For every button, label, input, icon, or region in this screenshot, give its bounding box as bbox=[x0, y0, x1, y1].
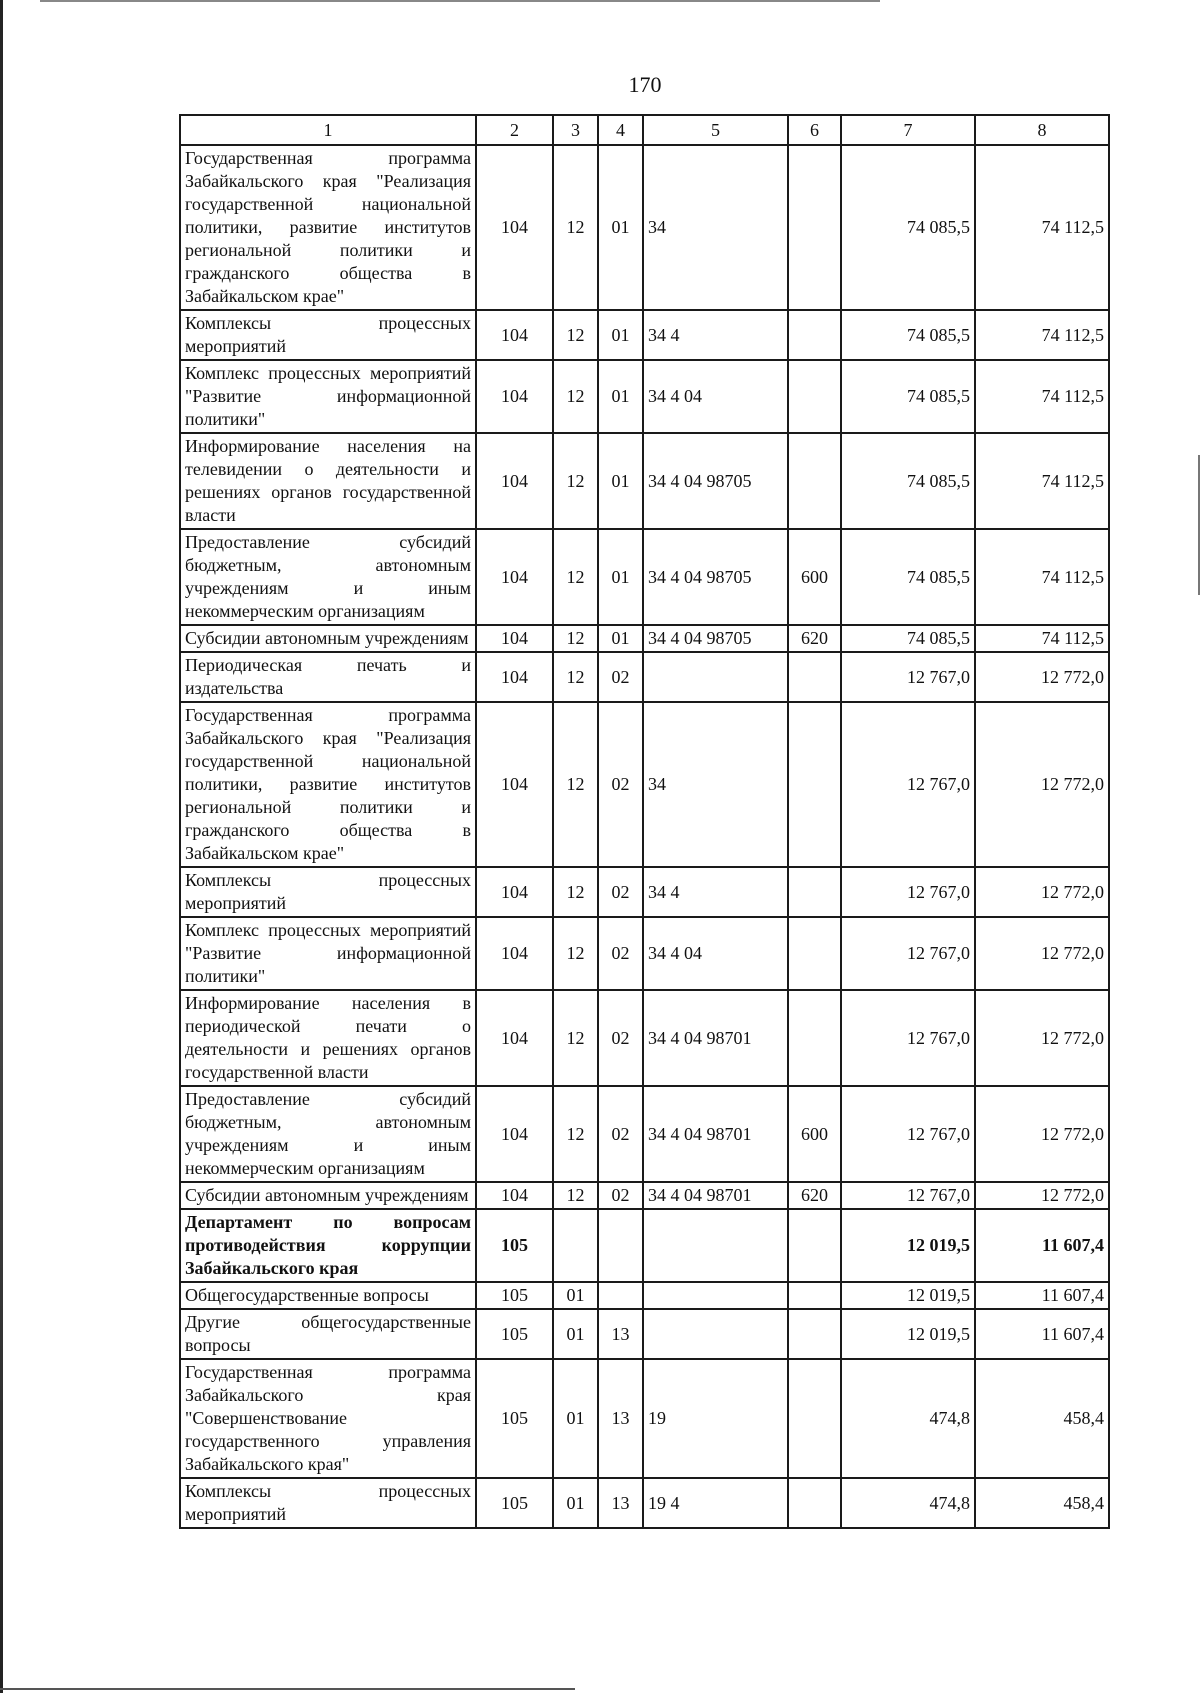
row-subsection-cell bbox=[598, 1209, 643, 1282]
row-target-article-cell: 19 bbox=[643, 1359, 788, 1478]
scan-border-top bbox=[40, 0, 880, 2]
table-row bbox=[180, 145, 1109, 310]
row-expense-type-cell bbox=[788, 1309, 841, 1359]
row-amount-1-cell: 12 767,0 bbox=[841, 702, 975, 867]
row-section-cell bbox=[553, 1209, 598, 1282]
row-subsection-cell: 02 bbox=[598, 990, 643, 1086]
row-subsection-cell: 01 bbox=[598, 625, 643, 652]
row-target-article-cell bbox=[643, 1209, 788, 1282]
row-amount-1-cell: 12 767,0 bbox=[841, 917, 975, 990]
row-code-cell: 104 bbox=[476, 867, 553, 917]
row-amount-2-cell: 12 772,0 bbox=[975, 917, 1109, 990]
row-name-cell: Предоставление субсидий бюджетным, автономным учреждениям и иным некоммерческим организациям bbox=[180, 1086, 476, 1182]
table-row bbox=[180, 990, 1109, 1086]
row-expense-type-cell bbox=[788, 867, 841, 917]
row-amount-2-cell: 11 607,4 bbox=[975, 1309, 1109, 1359]
row-amount-2-cell: 74 112,5 bbox=[975, 310, 1109, 360]
row-amount-2-cell: 458,4 bbox=[975, 1359, 1109, 1478]
row-name-cell: Общегосударственные вопросы bbox=[180, 1282, 476, 1309]
row-target-article-cell: 34 4 04 98705 bbox=[643, 433, 788, 529]
scan-border-bottom bbox=[0, 1688, 575, 1690]
row-target-article-cell: 34 bbox=[643, 702, 788, 867]
table-row bbox=[180, 310, 1109, 360]
row-amount-1-cell: 74 085,5 bbox=[841, 145, 975, 310]
row-target-article-cell: 34 4 04 98701 bbox=[643, 1086, 788, 1182]
row-target-article-cell: 19 4 bbox=[643, 1478, 788, 1528]
header-cell: 7 bbox=[841, 115, 975, 145]
table-row bbox=[180, 702, 1109, 867]
row-amount-2-cell: 12 772,0 bbox=[975, 990, 1109, 1086]
table-row bbox=[180, 433, 1109, 529]
row-amount-2-cell: 12 772,0 bbox=[975, 702, 1109, 867]
budget-table bbox=[179, 114, 1110, 1529]
row-name-cell: Комплекс процессных мероприятий "Развитие информационной политики" bbox=[180, 360, 476, 433]
row-subsection-cell: 02 bbox=[598, 652, 643, 702]
table-row bbox=[180, 1182, 1109, 1209]
row-amount-1-cell: 474,8 bbox=[841, 1359, 975, 1478]
row-amount-1-cell: 474,8 bbox=[841, 1478, 975, 1528]
row-section-cell: 12 bbox=[553, 652, 598, 702]
row-amount-1-cell: 74 085,5 bbox=[841, 433, 975, 529]
row-amount-2-cell: 12 772,0 bbox=[975, 867, 1109, 917]
row-amount-1-cell: 12 767,0 bbox=[841, 867, 975, 917]
header-cell: 2 bbox=[476, 115, 553, 145]
row-section-cell: 12 bbox=[553, 360, 598, 433]
row-subsection-cell: 13 bbox=[598, 1478, 643, 1528]
row-expense-type-cell bbox=[788, 1282, 841, 1309]
row-expense-type-cell bbox=[788, 1359, 841, 1478]
row-code-cell: 104 bbox=[476, 310, 553, 360]
row-name-cell: Комплексы процессных мероприятий bbox=[180, 867, 476, 917]
row-section-cell: 12 bbox=[553, 529, 598, 625]
row-expense-type-cell bbox=[788, 145, 841, 310]
row-name-cell: Предоставление субсидий бюджетным, автономным учреждениям и иным некоммерческим организациям bbox=[180, 529, 476, 625]
header-cell: 6 bbox=[788, 115, 841, 145]
row-amount-1-cell: 12 019,5 bbox=[841, 1282, 975, 1309]
row-subsection-cell: 02 bbox=[598, 1086, 643, 1182]
row-amount-2-cell: 11 607,4 bbox=[975, 1209, 1109, 1282]
row-name-cell: Департамент по вопросам противодействия коррупции Забайкальского края bbox=[180, 1209, 476, 1282]
table-row bbox=[180, 867, 1109, 917]
row-subsection-cell: 01 bbox=[598, 360, 643, 433]
row-target-article-cell: 34 4 04 98705 bbox=[643, 625, 788, 652]
row-subsection-cell: 13 bbox=[598, 1309, 643, 1359]
row-section-cell: 12 bbox=[553, 625, 598, 652]
row-expense-type-cell bbox=[788, 652, 841, 702]
table-row bbox=[180, 1282, 1109, 1309]
row-expense-type-cell: 620 bbox=[788, 1182, 841, 1209]
table-header-row bbox=[180, 115, 1109, 145]
row-amount-2-cell: 74 112,5 bbox=[975, 145, 1109, 310]
row-subsection-cell: 13 bbox=[598, 1359, 643, 1478]
row-target-article-cell: 34 4 04 98705 bbox=[643, 529, 788, 625]
table-row bbox=[180, 1209, 1109, 1282]
row-code-cell: 105 bbox=[476, 1359, 553, 1478]
row-code-cell: 104 bbox=[476, 990, 553, 1086]
row-subsection-cell: 02 bbox=[598, 702, 643, 867]
row-amount-2-cell: 12 772,0 bbox=[975, 1086, 1109, 1182]
row-amount-1-cell: 12 767,0 bbox=[841, 652, 975, 702]
row-name-cell: Информирование населения на телевидении о деятельности и решениях органов государственной власти bbox=[180, 433, 476, 529]
row-expense-type-cell bbox=[788, 310, 841, 360]
table-row bbox=[180, 1478, 1109, 1528]
row-name-cell: Другие общегосударственные вопросы bbox=[180, 1309, 476, 1359]
row-expense-type-cell bbox=[788, 1478, 841, 1528]
row-target-article-cell: 34 bbox=[643, 145, 788, 310]
row-target-article-cell: 34 4 04 98701 bbox=[643, 990, 788, 1086]
row-name-cell: Комплекс процессных мероприятий "Развитие информационной политики" bbox=[180, 917, 476, 990]
row-amount-2-cell: 458,4 bbox=[975, 1478, 1109, 1528]
row-code-cell: 105 bbox=[476, 1309, 553, 1359]
row-amount-1-cell: 12 019,5 bbox=[841, 1309, 975, 1359]
header-cell: 5 bbox=[643, 115, 788, 145]
row-code-cell: 104 bbox=[476, 145, 553, 310]
header-cell: 3 bbox=[553, 115, 598, 145]
header-cell: 8 bbox=[975, 115, 1109, 145]
row-amount-1-cell: 74 085,5 bbox=[841, 625, 975, 652]
row-section-cell: 01 bbox=[553, 1359, 598, 1478]
row-target-article-cell: 34 4 bbox=[643, 867, 788, 917]
row-code-cell: 105 bbox=[476, 1282, 553, 1309]
row-name-cell: Субсидии автономным учреждениям bbox=[180, 1182, 476, 1209]
row-amount-2-cell: 11 607,4 bbox=[975, 1282, 1109, 1309]
row-target-article-cell: 34 4 04 bbox=[643, 917, 788, 990]
row-target-article-cell: 34 4 bbox=[643, 310, 788, 360]
row-subsection-cell: 01 bbox=[598, 310, 643, 360]
row-name-cell: Государственная программа Забайкальского края "Реализация государственной национальной политики, развитие институтов региональной политики и гражданского общества в Забайкальском крае" bbox=[180, 702, 476, 867]
row-section-cell: 12 bbox=[553, 145, 598, 310]
table-row bbox=[180, 917, 1109, 990]
row-section-cell: 12 bbox=[553, 990, 598, 1086]
row-expense-type-cell: 600 bbox=[788, 1086, 841, 1182]
row-expense-type-cell bbox=[788, 702, 841, 867]
row-subsection-cell: 01 bbox=[598, 433, 643, 529]
row-expense-type-cell: 620 bbox=[788, 625, 841, 652]
table-row bbox=[180, 360, 1109, 433]
row-code-cell: 105 bbox=[476, 1478, 553, 1528]
row-target-article-cell: 34 4 04 bbox=[643, 360, 788, 433]
row-code-cell: 104 bbox=[476, 917, 553, 990]
table-row bbox=[180, 529, 1109, 625]
row-code-cell: 105 bbox=[476, 1209, 553, 1282]
row-code-cell: 104 bbox=[476, 625, 553, 652]
row-subsection-cell: 01 bbox=[598, 145, 643, 310]
row-code-cell: 104 bbox=[476, 702, 553, 867]
row-amount-2-cell: 74 112,5 bbox=[975, 433, 1109, 529]
row-target-article-cell bbox=[643, 1282, 788, 1309]
row-section-cell: 01 bbox=[553, 1309, 598, 1359]
row-name-cell: Государственная программа Забайкальского края "Реализация государственной национальной политики, развитие институтов региональной политики и гражданского общества в Забайкальском крае" bbox=[180, 145, 476, 310]
row-name-cell: Комплексы процессных мероприятий bbox=[180, 1478, 476, 1528]
row-subsection-cell: 02 bbox=[598, 867, 643, 917]
row-code-cell: 104 bbox=[476, 1086, 553, 1182]
table-row bbox=[180, 1309, 1109, 1359]
row-amount-1-cell: 12 767,0 bbox=[841, 1086, 975, 1182]
table-row bbox=[180, 652, 1109, 702]
row-code-cell: 104 bbox=[476, 1182, 553, 1209]
row-amount-2-cell: 74 112,5 bbox=[975, 360, 1109, 433]
row-amount-2-cell: 12 772,0 bbox=[975, 1182, 1109, 1209]
row-target-article-cell: 34 4 04 98701 bbox=[643, 1182, 788, 1209]
row-subsection-cell: 02 bbox=[598, 917, 643, 990]
row-code-cell: 104 bbox=[476, 433, 553, 529]
row-amount-2-cell: 74 112,5 bbox=[975, 625, 1109, 652]
row-target-article-cell bbox=[643, 1309, 788, 1359]
row-name-cell: Информирование населения в периодической печати о деятельности и решениях органов государственной власти bbox=[180, 990, 476, 1086]
row-code-cell: 104 bbox=[476, 652, 553, 702]
row-amount-1-cell: 12 767,0 bbox=[841, 1182, 975, 1209]
row-expense-type-cell: 600 bbox=[788, 529, 841, 625]
row-expense-type-cell bbox=[788, 990, 841, 1086]
row-expense-type-cell bbox=[788, 360, 841, 433]
row-expense-type-cell bbox=[788, 1209, 841, 1282]
row-amount-2-cell: 12 772,0 bbox=[975, 652, 1109, 702]
row-section-cell: 12 bbox=[553, 433, 598, 529]
row-amount-1-cell: 74 085,5 bbox=[841, 310, 975, 360]
row-amount-1-cell: 12 767,0 bbox=[841, 990, 975, 1086]
row-target-article-cell bbox=[643, 652, 788, 702]
page-number: 170 bbox=[628, 72, 662, 97]
row-amount-1-cell: 74 085,5 bbox=[841, 360, 975, 433]
row-section-cell: 12 bbox=[553, 1182, 598, 1209]
row-name-cell: Государственная программа Забайкальского края "Совершенствование государственного управления Забайкальского края" bbox=[180, 1359, 476, 1478]
row-code-cell: 104 bbox=[476, 360, 553, 433]
scan-border-left bbox=[0, 0, 3, 1693]
row-section-cell: 01 bbox=[553, 1282, 598, 1309]
row-section-cell: 01 bbox=[553, 1478, 598, 1528]
row-section-cell: 12 bbox=[553, 917, 598, 990]
header-cell: 4 bbox=[598, 115, 643, 145]
row-code-cell: 104 bbox=[476, 529, 553, 625]
row-expense-type-cell bbox=[788, 433, 841, 529]
row-name-cell: Периодическая печать и издательства bbox=[180, 652, 476, 702]
row-section-cell: 12 bbox=[553, 310, 598, 360]
header-cell: 1 bbox=[180, 115, 476, 145]
row-amount-2-cell: 74 112,5 bbox=[975, 529, 1109, 625]
row-name-cell: Комплексы процессных мероприятий bbox=[180, 310, 476, 360]
table-row bbox=[180, 625, 1109, 652]
row-section-cell: 12 bbox=[553, 702, 598, 867]
row-subsection-cell: 02 bbox=[598, 1182, 643, 1209]
row-section-cell: 12 bbox=[553, 867, 598, 917]
row-name-cell: Субсидии автономным учреждениям bbox=[180, 625, 476, 652]
row-subsection-cell: 01 bbox=[598, 529, 643, 625]
table-row bbox=[180, 1086, 1109, 1182]
row-expense-type-cell bbox=[788, 917, 841, 990]
table-row bbox=[180, 1359, 1109, 1478]
row-subsection-cell bbox=[598, 1282, 643, 1309]
row-section-cell: 12 bbox=[553, 1086, 598, 1182]
row-amount-1-cell: 12 019,5 bbox=[841, 1209, 975, 1282]
row-amount-1-cell: 74 085,5 bbox=[841, 529, 975, 625]
